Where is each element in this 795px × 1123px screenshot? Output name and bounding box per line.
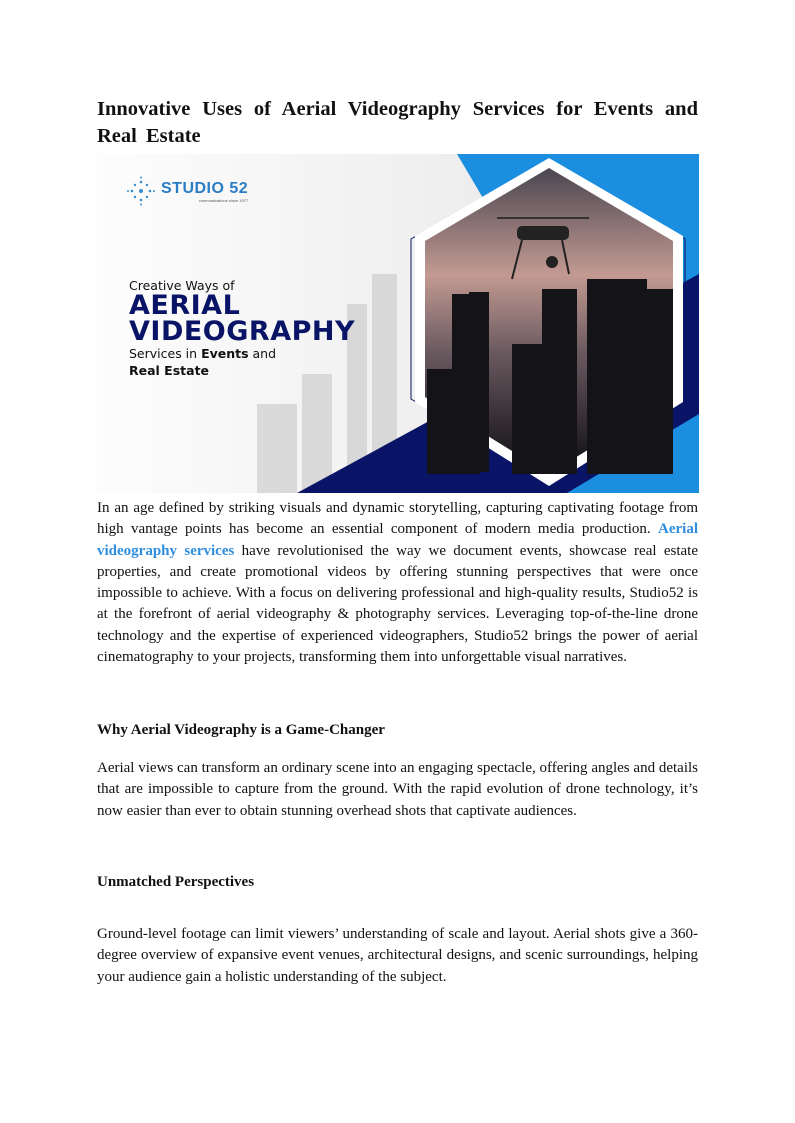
studio52-logo [125,176,248,206]
banner-headline: AERIAL [129,290,241,321]
paragraph-intro [97,498,698,668]
banner-line [129,345,355,362]
banner-text-bold: Events [201,346,249,361]
paragraph-text: have revolutionised the way we document events, showcase real estate properties, and create promotional videos by offering stunning perspectives that were once impossible to achieve. With a focus on delivering professional and high-quality results, Studio52 is at the forefront of aerial videography & photography services. Leveraging top-of-the-line drone technology and the expertise of experienced videographers, Studio52 brings the power of aerial cinematography to your projects, transforming them into unforgettable visual narratives. [97,542,699,666]
paragraph-text: In an age defined by striking visuals and dynamic storytelling, capturing captivating footage from high vantage points has become an essential component of modern media production. [97,500,698,538]
banner-text-part: and [248,346,277,361]
logo-name: STUDIO 52 [161,179,249,197]
banner-image [97,154,699,493]
banner-text [129,278,355,379]
banner-line: Real Estate [129,363,210,378]
section-heading: Why Aerial Videography is a Game-Changer [97,722,385,738]
paragraph: Ground-level footage can limit viewers’ understanding of scale and layout. Aerial shots give a 360-degree overview of expansive event venues, architectural designs, and scenic surroundings, helping your audience gain a holistic understanding of the subject. [97,926,698,985]
banner-headline: VIDEOGRAPHY [129,316,356,347]
section-heading: Unmatched Perspectives [97,874,255,890]
logo-mark-icon [125,176,157,206]
logo-tagline: communications since 1977 [198,197,249,203]
aerial-videography-link[interactable]: Aerial videography services [97,521,698,559]
page-title: Innovative Uses of Aerial Videography Services for Events and Real Estate [97,98,698,147]
banner-line: Creative Ways of [129,278,235,293]
paragraph: Aerial views can transform an ordinary scene into an engaging spectacle, offering angles and details that are impossible to capture from the ground. With the rapid evolution of drone technology, it’s now easier than ever to obtain stunning overhead shots that captivate audiences. [97,760,698,819]
banner-text-part: Services in [129,346,202,361]
